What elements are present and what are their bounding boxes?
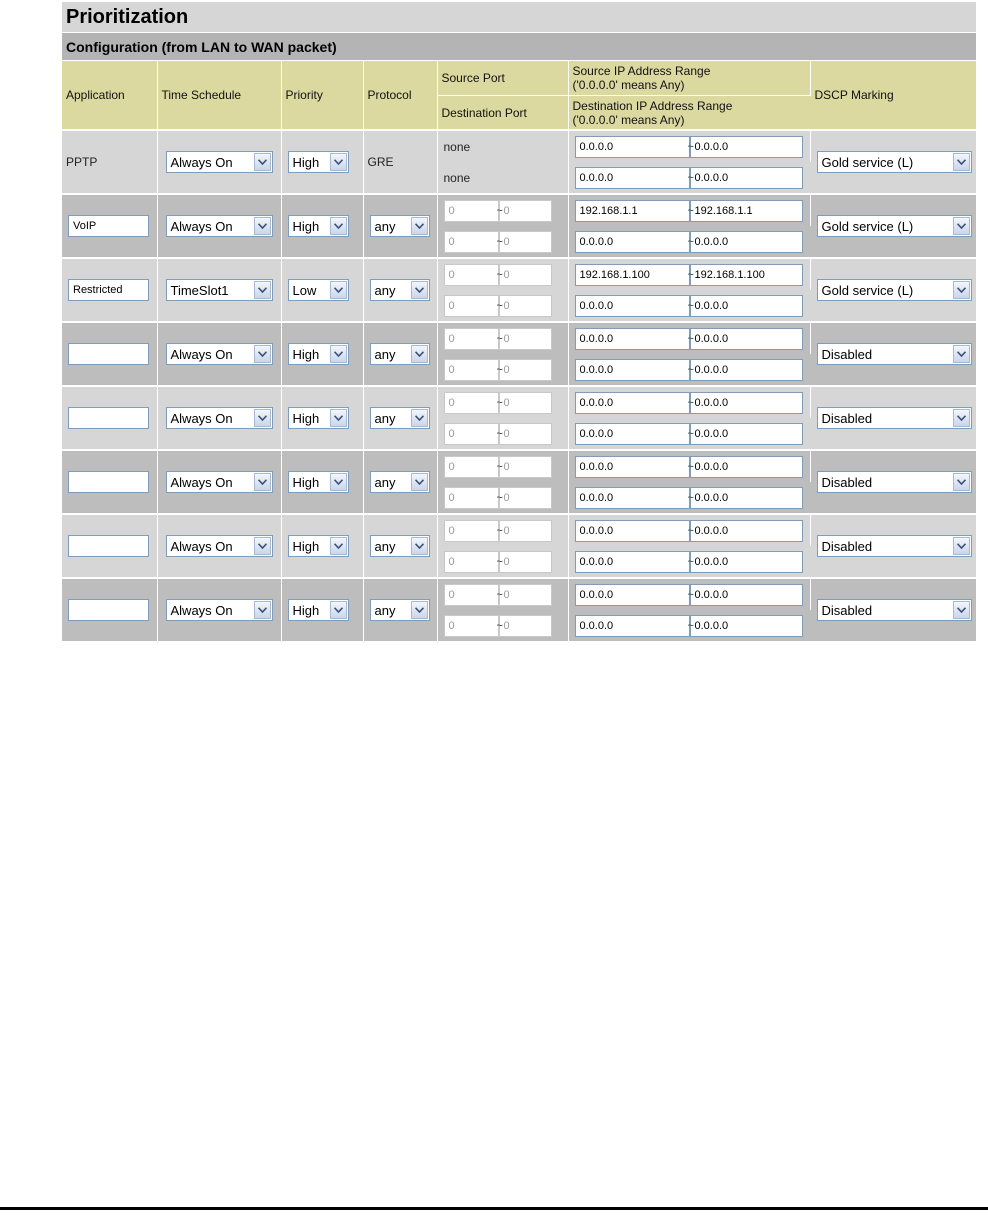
destination-port-cell bbox=[437, 610, 568, 641]
time-schedule-select-value: Always On bbox=[170, 538, 233, 554]
dport-start-input[interactable]: 0 bbox=[444, 487, 499, 509]
sip-end-input[interactable]: 0.0.0.0 bbox=[690, 520, 803, 542]
table-row bbox=[62, 515, 976, 546]
time-schedule-cell bbox=[157, 387, 281, 449]
range-tilde: ~ bbox=[687, 460, 694, 473]
section-title: Configuration (from LAN to WAN packet) bbox=[66, 38, 337, 55]
table-row bbox=[62, 387, 976, 418]
chevron-down-icon[interactable] bbox=[254, 473, 271, 491]
source-port-cell bbox=[437, 131, 568, 162]
application-input[interactable] bbox=[68, 471, 149, 493]
chevron-down-icon[interactable] bbox=[953, 217, 970, 235]
sip-start-input[interactable]: 0.0.0.0 bbox=[575, 456, 690, 478]
source-ip-header-line2: ('0.0.0.0' means Any) bbox=[572, 78, 685, 92]
header-row bbox=[62, 61, 976, 96]
dscp-cell bbox=[810, 387, 976, 449]
chevron-down-icon[interactable] bbox=[411, 409, 428, 427]
time-schedule-select[interactable] bbox=[166, 471, 273, 493]
dport-start-input[interactable]: 0 bbox=[444, 551, 499, 573]
chevron-down-icon[interactable] bbox=[254, 281, 271, 299]
dport-end-input[interactable]: 0 bbox=[499, 487, 552, 509]
dip-start-input[interactable]: 0.0.0.0 bbox=[575, 423, 690, 445]
destination-ip-cell bbox=[568, 226, 810, 257]
prioritization-table bbox=[62, 61, 976, 641]
time-schedule-select[interactable] bbox=[166, 215, 273, 237]
time-schedule-select[interactable] bbox=[166, 599, 273, 621]
time-schedule-select-value: Always On bbox=[170, 410, 233, 426]
time-schedule-cell bbox=[157, 323, 281, 385]
chevron-down-icon[interactable] bbox=[953, 601, 970, 619]
chevron-down-icon[interactable] bbox=[411, 217, 428, 235]
sip-start-input[interactable]: 192.168.1.1 bbox=[575, 200, 690, 222]
application-name bbox=[62, 131, 157, 193]
chevron-down-icon[interactable] bbox=[254, 345, 271, 363]
page-title: Prioritization bbox=[66, 5, 189, 28]
source-ip-cell bbox=[568, 387, 810, 418]
dscp-select[interactable] bbox=[817, 535, 972, 557]
protocol-cell bbox=[363, 323, 437, 385]
dip-start-input[interactable]: 0.0.0.0 bbox=[575, 295, 690, 317]
source-ip-cell bbox=[568, 195, 810, 226]
application-input[interactable] bbox=[68, 599, 149, 621]
sport-end-input[interactable]: 0 bbox=[499, 328, 552, 350]
protocol-cell bbox=[363, 131, 437, 193]
range-tilde: ~ bbox=[687, 619, 694, 632]
priority-select-value: High bbox=[292, 218, 320, 234]
dip-start-input[interactable]: 0.0.0.0 bbox=[575, 359, 690, 381]
section-header bbox=[62, 33, 976, 61]
chevron-down-icon[interactable] bbox=[953, 281, 970, 299]
chevron-down-icon[interactable] bbox=[411, 473, 428, 491]
table-row bbox=[62, 195, 976, 226]
dip-start-input[interactable]: 0.0.0.0 bbox=[575, 551, 690, 573]
protocol-select-value: any bbox=[374, 602, 396, 618]
source-port-cell bbox=[437, 323, 568, 354]
priority-cell bbox=[281, 451, 363, 513]
application-label: PPTP bbox=[66, 155, 98, 169]
range-tilde: ~ bbox=[687, 171, 694, 184]
application-cell bbox=[62, 259, 157, 321]
dscp-select-value: Gold service (L) bbox=[821, 154, 914, 170]
protocol-cell bbox=[363, 515, 437, 577]
protocol-label: GRE bbox=[367, 155, 394, 169]
range-tilde: ~ bbox=[496, 524, 503, 537]
dscp-select-value: Disabled bbox=[821, 538, 873, 554]
range-tilde: ~ bbox=[687, 427, 694, 440]
protocol-select-value: any bbox=[374, 474, 396, 490]
time-schedule-select-value: Always On bbox=[170, 218, 233, 234]
time-schedule-select-value: TimeSlot1 bbox=[170, 282, 229, 298]
chevron-down-icon[interactable] bbox=[411, 281, 428, 299]
priority-select[interactable] bbox=[288, 471, 349, 493]
time-schedule-select-value: Always On bbox=[170, 346, 233, 362]
range-tilde: ~ bbox=[687, 555, 694, 568]
sport-start-input[interactable]: 0 bbox=[444, 264, 499, 286]
col-header-source-ip bbox=[568, 61, 810, 96]
dscp-select[interactable] bbox=[817, 343, 972, 365]
time-schedule-select-value: Always On bbox=[170, 602, 233, 618]
chevron-down-icon[interactable] bbox=[411, 601, 428, 619]
sip-end-input[interactable]: 192.168.1.1 bbox=[690, 200, 803, 222]
source-port-cell bbox=[437, 451, 568, 482]
dport-end-input[interactable]: 0 bbox=[499, 231, 552, 253]
priority-select-value: High bbox=[292, 474, 320, 490]
source-port-cell bbox=[437, 515, 568, 546]
chevron-down-icon[interactable] bbox=[953, 345, 970, 363]
priority-select[interactable] bbox=[288, 151, 349, 173]
time-schedule-cell bbox=[157, 579, 281, 641]
dport-start-input[interactable]: 0 bbox=[444, 295, 499, 317]
range-tilde: ~ bbox=[496, 204, 503, 217]
dscp-select-value: Disabled bbox=[821, 474, 873, 490]
protocol-select[interactable] bbox=[370, 279, 430, 301]
sport-end-input[interactable]: 0 bbox=[499, 200, 552, 222]
chevron-down-icon[interactable] bbox=[330, 281, 347, 299]
dport-start-input[interactable]: 0 bbox=[444, 231, 499, 253]
chevron-down-icon[interactable] bbox=[254, 537, 271, 555]
sip-end-input[interactable]: 0.0.0.0 bbox=[690, 392, 803, 414]
col-header-application: Application bbox=[62, 61, 157, 129]
dip-end-input[interactable]: 0.0.0.0 bbox=[690, 487, 803, 509]
time-schedule-cell bbox=[157, 195, 281, 257]
time-schedule-cell bbox=[157, 451, 281, 513]
priority-select[interactable] bbox=[288, 343, 349, 365]
sport-end-input[interactable]: 0 bbox=[499, 584, 552, 606]
range-tilde: ~ bbox=[687, 396, 694, 409]
protocol-select[interactable] bbox=[370, 599, 430, 621]
dscp-select-value: Disabled bbox=[821, 602, 873, 618]
range-tilde: ~ bbox=[496, 491, 503, 504]
protocol-cell bbox=[363, 387, 437, 449]
chevron-down-icon[interactable] bbox=[411, 537, 428, 555]
chevron-down-icon[interactable] bbox=[254, 153, 271, 171]
priority-cell bbox=[281, 195, 363, 257]
range-tilde: ~ bbox=[687, 268, 694, 281]
title-bar bbox=[62, 2, 976, 33]
priority-select-value: High bbox=[292, 346, 320, 362]
dscp-cell bbox=[810, 195, 976, 257]
range-tilde: ~ bbox=[496, 332, 503, 345]
sip-start-input[interactable]: 192.168.1.100 bbox=[575, 264, 690, 286]
time-schedule-select-value: Always On bbox=[170, 474, 233, 490]
chevron-down-icon[interactable] bbox=[953, 537, 970, 555]
chevron-down-icon[interactable] bbox=[330, 217, 347, 235]
protocol-cell bbox=[363, 579, 437, 641]
dport-end-input[interactable]: 0 bbox=[499, 615, 552, 637]
table-row bbox=[62, 323, 976, 354]
sport-start-input[interactable]: 0 bbox=[444, 456, 499, 478]
destination-ip-cell bbox=[568, 290, 810, 321]
sip-start-input[interactable]: 0.0.0.0 bbox=[575, 392, 690, 414]
col-header-time-schedule: Time Schedule bbox=[157, 61, 281, 129]
source-port-label: none bbox=[443, 139, 471, 154]
application-cell bbox=[62, 579, 157, 641]
dip-end-input[interactable]: 0.0.0.0 bbox=[690, 231, 803, 253]
source-ip-cell bbox=[568, 131, 810, 162]
dip-end-input[interactable]: 0.0.0.0 bbox=[690, 615, 803, 637]
time-schedule-cell bbox=[157, 259, 281, 321]
range-tilde: ~ bbox=[687, 140, 694, 153]
dscp-cell bbox=[810, 451, 976, 513]
destination-port-cell bbox=[437, 546, 568, 577]
time-schedule-cell bbox=[157, 515, 281, 577]
dscp-cell bbox=[810, 579, 976, 641]
dscp-select[interactable] bbox=[817, 407, 972, 429]
dscp-cell bbox=[810, 323, 976, 385]
col-header-source-port: Source Port bbox=[437, 61, 568, 96]
chevron-down-icon[interactable] bbox=[254, 217, 271, 235]
dscp-select[interactable] bbox=[817, 279, 972, 301]
destination-ip-cell bbox=[568, 610, 810, 641]
application-input[interactable] bbox=[68, 535, 149, 557]
priority-select[interactable] bbox=[288, 279, 349, 301]
protocol-select-value: any bbox=[374, 282, 396, 298]
source-ip-header-line1: Source IP Address Range bbox=[572, 64, 711, 78]
time-schedule-select[interactable] bbox=[166, 535, 273, 557]
protocol-select-value: any bbox=[374, 410, 396, 426]
chevron-down-icon[interactable] bbox=[254, 409, 271, 427]
dport-end-input[interactable]: 0 bbox=[499, 359, 552, 381]
range-tilde: ~ bbox=[496, 268, 503, 281]
dip-start-input[interactable]: 0.0.0.0 bbox=[575, 167, 690, 189]
chevron-down-icon[interactable] bbox=[411, 345, 428, 363]
dscp-cell bbox=[810, 515, 976, 577]
sip-start-input[interactable]: 0.0.0.0 bbox=[575, 520, 690, 542]
priority-select-value: High bbox=[292, 154, 320, 170]
priority-select[interactable] bbox=[288, 215, 349, 237]
protocol-cell bbox=[363, 259, 437, 321]
priority-cell bbox=[281, 323, 363, 385]
dscp-select[interactable] bbox=[817, 151, 972, 173]
protocol-select[interactable] bbox=[370, 407, 430, 429]
chevron-down-icon[interactable] bbox=[330, 537, 347, 555]
destination-port-cell bbox=[437, 162, 568, 193]
dest-ip-header-line1: Destination IP Address Range bbox=[572, 98, 733, 113]
sport-end-input[interactable]: 0 bbox=[499, 392, 552, 414]
application-cell bbox=[62, 323, 157, 385]
protocol-select[interactable] bbox=[370, 471, 430, 493]
priority-cell bbox=[281, 515, 363, 577]
range-tilde: ~ bbox=[687, 363, 694, 376]
dscp-select-value: Gold service (L) bbox=[821, 218, 914, 234]
sip-end-input[interactable]: 192.168.1.100 bbox=[690, 264, 803, 286]
dport-start-input[interactable]: 0 bbox=[444, 615, 499, 637]
priority-select-value: High bbox=[292, 410, 320, 426]
priority-select-value: High bbox=[292, 602, 320, 618]
col-header-protocol: Protocol bbox=[363, 61, 437, 129]
sip-start-input[interactable]: 0.0.0.0 bbox=[575, 584, 690, 606]
dport-start-input[interactable]: 0 bbox=[444, 359, 499, 381]
application-input[interactable] bbox=[68, 407, 149, 429]
range-tilde: ~ bbox=[687, 204, 694, 217]
sport-end-input[interactable]: 0 bbox=[499, 520, 552, 542]
sip-start-input[interactable]: 0.0.0.0 bbox=[575, 136, 690, 158]
destination-ip-cell bbox=[568, 354, 810, 385]
priority-select[interactable] bbox=[288, 535, 349, 557]
application-cell bbox=[62, 387, 157, 449]
dscp-select[interactable] bbox=[817, 215, 972, 237]
application-cell bbox=[62, 195, 157, 257]
prioritization-panel bbox=[62, 2, 976, 641]
chevron-down-icon[interactable] bbox=[330, 153, 347, 171]
priority-select-value: High bbox=[292, 538, 320, 554]
range-tilde: ~ bbox=[496, 427, 503, 440]
range-tilde: ~ bbox=[687, 235, 694, 248]
range-tilde: ~ bbox=[496, 235, 503, 248]
sip-end-input[interactable]: 0.0.0.0 bbox=[690, 328, 803, 350]
sport-end-input[interactable]: 0 bbox=[499, 264, 552, 286]
priority-cell bbox=[281, 259, 363, 321]
destination-port-cell bbox=[437, 354, 568, 385]
range-tilde: ~ bbox=[496, 619, 503, 632]
destination-ip-cell bbox=[568, 482, 810, 513]
application-input[interactable]: VoIP bbox=[68, 215, 149, 237]
sip-end-input[interactable]: 0.0.0.0 bbox=[690, 456, 803, 478]
destination-ip-cell bbox=[568, 418, 810, 449]
chevron-down-icon[interactable] bbox=[953, 153, 970, 171]
priority-cell bbox=[281, 387, 363, 449]
chevron-down-icon[interactable] bbox=[330, 409, 347, 427]
sport-start-input[interactable]: 0 bbox=[444, 520, 499, 542]
protocol-select[interactable] bbox=[370, 535, 430, 557]
dip-end-input[interactable]: 0.0.0.0 bbox=[690, 423, 803, 445]
time-schedule-select[interactable] bbox=[166, 151, 273, 173]
destination-ip-cell bbox=[568, 546, 810, 577]
table-row bbox=[62, 579, 976, 610]
chevron-down-icon[interactable] bbox=[254, 601, 271, 619]
chevron-down-icon[interactable] bbox=[953, 473, 970, 491]
dport-end-input[interactable]: 0 bbox=[499, 423, 552, 445]
sip-end-input[interactable]: 0.0.0.0 bbox=[690, 584, 803, 606]
dscp-select-value: Disabled bbox=[821, 346, 873, 362]
sport-start-input[interactable]: 0 bbox=[444, 392, 499, 414]
sip-start-input[interactable]: 0.0.0.0 bbox=[575, 328, 690, 350]
priority-select[interactable] bbox=[288, 599, 349, 621]
source-ip-cell bbox=[568, 579, 810, 610]
dscp-select[interactable] bbox=[817, 599, 972, 621]
protocol-cell bbox=[363, 451, 437, 513]
dip-end-input[interactable]: 0.0.0.0 bbox=[690, 295, 803, 317]
source-port-cell bbox=[437, 387, 568, 418]
chevron-down-icon[interactable] bbox=[953, 409, 970, 427]
dip-start-input[interactable]: 0.0.0.0 bbox=[575, 231, 690, 253]
sport-start-input[interactable]: 0 bbox=[444, 200, 499, 222]
table-row bbox=[62, 259, 976, 290]
protocol-select[interactable] bbox=[370, 343, 430, 365]
time-schedule-select-value: Always On bbox=[170, 154, 233, 170]
chevron-down-icon[interactable] bbox=[330, 601, 347, 619]
protocol-select-value: any bbox=[374, 218, 396, 234]
application-input[interactable] bbox=[68, 343, 149, 365]
range-tilde: ~ bbox=[687, 299, 694, 312]
dport-end-input[interactable]: 0 bbox=[499, 295, 552, 317]
destination-port-label: none bbox=[443, 170, 471, 185]
destination-ip-cell bbox=[568, 162, 810, 193]
range-tilde: ~ bbox=[496, 588, 503, 601]
sport-end-input[interactable]: 0 bbox=[499, 456, 552, 478]
priority-select-value: Low bbox=[292, 282, 317, 298]
dip-start-input[interactable]: 0.0.0.0 bbox=[575, 615, 690, 637]
col-header-dscp: DSCP Marking bbox=[810, 61, 976, 129]
range-tilde: ~ bbox=[687, 332, 694, 345]
time-schedule-select[interactable] bbox=[166, 279, 273, 301]
destination-port-cell bbox=[437, 290, 568, 321]
dscp-select[interactable] bbox=[817, 471, 972, 493]
priority-cell bbox=[281, 131, 363, 193]
col-header-priority: Priority bbox=[281, 61, 363, 129]
source-ip-cell bbox=[568, 259, 810, 290]
range-tilde: ~ bbox=[687, 491, 694, 504]
col-header-destination-ip bbox=[568, 96, 810, 130]
dscp-select-value: Disabled bbox=[821, 410, 873, 426]
protocol-select-value: any bbox=[374, 538, 396, 554]
dport-start-input[interactable]: 0 bbox=[444, 423, 499, 445]
time-schedule-select[interactable] bbox=[166, 343, 273, 365]
protocol-select[interactable] bbox=[370, 215, 430, 237]
dip-end-input[interactable]: 0.0.0.0 bbox=[690, 359, 803, 381]
source-ip-cell bbox=[568, 515, 810, 546]
source-ip-cell bbox=[568, 451, 810, 482]
destination-port-cell bbox=[437, 482, 568, 513]
table-row bbox=[62, 131, 976, 162]
application-input[interactable]: Restricted bbox=[68, 279, 149, 301]
protocol-select-value: any bbox=[374, 346, 396, 362]
priority-cell bbox=[281, 579, 363, 641]
dscp-select-value: Gold service (L) bbox=[821, 282, 914, 298]
range-tilde: ~ bbox=[496, 555, 503, 568]
dip-start-input[interactable]: 0.0.0.0 bbox=[575, 487, 690, 509]
table-row bbox=[62, 451, 976, 482]
range-tilde: ~ bbox=[496, 460, 503, 473]
destination-port-cell bbox=[437, 226, 568, 257]
dport-end-input[interactable]: 0 bbox=[499, 551, 552, 573]
range-tilde: ~ bbox=[687, 524, 694, 537]
time-schedule-cell bbox=[157, 131, 281, 193]
dip-end-input[interactable]: 0.0.0.0 bbox=[690, 551, 803, 573]
sport-start-input[interactable]: 0 bbox=[444, 328, 499, 350]
dip-end-input[interactable]: 0.0.0.0 bbox=[690, 167, 803, 189]
dscp-cell bbox=[810, 259, 976, 321]
priority-select[interactable] bbox=[288, 407, 349, 429]
sport-start-input[interactable]: 0 bbox=[444, 584, 499, 606]
source-port-cell bbox=[437, 259, 568, 290]
source-port-cell bbox=[437, 579, 568, 610]
dscp-cell bbox=[810, 131, 976, 193]
application-cell bbox=[62, 451, 157, 513]
source-port-cell bbox=[437, 195, 568, 226]
range-tilde: ~ bbox=[687, 588, 694, 601]
page-bottom-rule bbox=[0, 1207, 988, 1210]
col-header-destination-port: Destination Port bbox=[437, 96, 568, 130]
source-ip-cell bbox=[568, 323, 810, 354]
chevron-down-icon[interactable] bbox=[330, 345, 347, 363]
protocol-cell bbox=[363, 195, 437, 257]
application-cell bbox=[62, 515, 157, 577]
range-tilde: ~ bbox=[496, 363, 503, 376]
range-tilde: ~ bbox=[496, 396, 503, 409]
range-tilde: ~ bbox=[496, 299, 503, 312]
time-schedule-select[interactable] bbox=[166, 407, 273, 429]
destination-port-cell bbox=[437, 418, 568, 449]
dest-ip-header-line2: ('0.0.0.0' means Any) bbox=[572, 112, 685, 127]
chevron-down-icon[interactable] bbox=[330, 473, 347, 491]
sip-end-input[interactable]: 0.0.0.0 bbox=[690, 136, 803, 158]
